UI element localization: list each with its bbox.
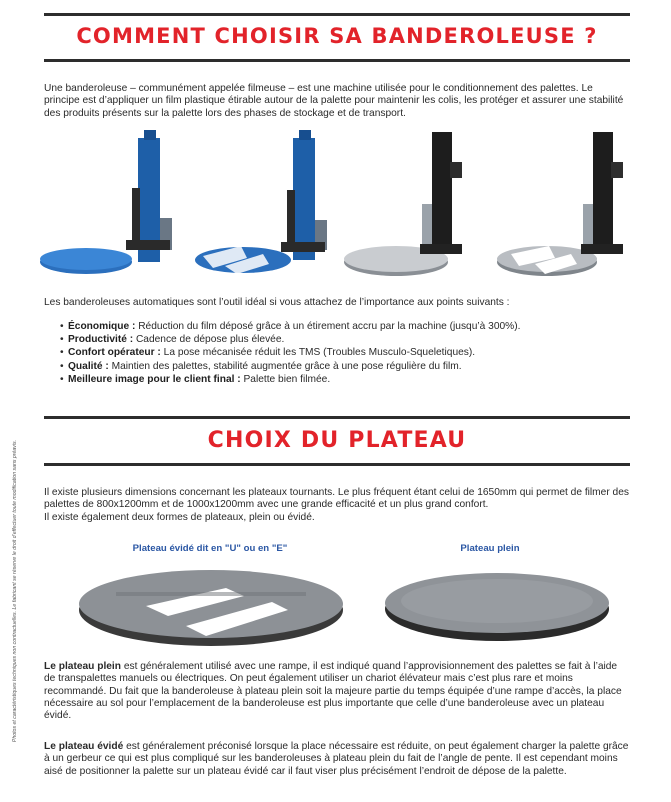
advantage-item: • Qualité : Maintien des palettes, stabilité augmentée grâce à une pose régulière du film.	[62, 360, 622, 373]
caption-evide: Plateau évidé dit en "U" ou en "E"	[132, 543, 288, 554]
advantages-intro: Les banderoleuses automatiques sont l’outil idéal si vous attachez de l’importance aux points suivants :	[44, 297, 510, 308]
section2-top-rule	[44, 416, 630, 419]
title-rule	[44, 59, 630, 62]
advantage-item: • Économique : Réduction du film déposé grâce à un étirement accru par la machine (jusqu’à 300%).	[62, 320, 622, 333]
advantage-item: • Confort opérateur : La pose mécanisée réduit les TMS (Troubles Musculo-Squeletiques).	[62, 346, 622, 359]
disclaimer-note: Photos et caractéristiques techniques non contractuelles. Le fabricant se réserve le droit d’effectuer toute modification sans préavis.	[12, 439, 18, 743]
page-title: COMMENT CHOISIR SA BANDEROLEUSE ?	[76, 24, 598, 48]
plateau-evide-image	[76, 562, 346, 652]
machine-1-image	[40, 128, 190, 288]
caption-plein: Plateau plein	[460, 543, 520, 554]
plateau-plein-paragraph: Le plateau plein est généralement utilisé avec une rampe, il est indiqué quand l’approvisionnement des palettes se fait à l’aide de transpalettes manuels ou électriques. On peut également utiliser un chariot élévateur mais c’est plus rare et moins recommandé. Du fait que la banderoleuse à plateau plein soit la majeure partie du temps équipée d’une rampe d’accès, la place nécessaire au sol pour l’emplacement de la banderoleuse est plus importante que celle d’une banderoleuse avec un plateau évidé.	[44, 661, 622, 722]
advantage-item: • Productivité : Cadence de dépose plus élevée.	[62, 333, 622, 346]
plateau-plein-image	[382, 565, 612, 645]
top-rule	[44, 13, 630, 16]
plateau-evide-term: Le plateau évidé	[44, 741, 124, 752]
plateau-intro: Il existe plusieurs dimensions concernant les plateaux tournants. Le plus fréquent étant celui de 1650mm qui permet de filmer des palettes de 800x1200mm et de 1000x1200mm avec une grande efficacité et un plus grand confort.	[44, 487, 629, 511]
machine-4-image	[497, 128, 647, 288]
intro-paragraph: Une banderoleuse – communément appelée filmeuse – est une machine utilisée pour le conditionnement des palettes. Le principe est d’appliquer un film plastique étirable autour de la palette pour maintenir les colis, les protéger et assurer une stabilité des produits présents sur la palette lors des phases de stockage et de transport.	[44, 83, 624, 119]
plateau-forms: Il existe également deux formes de plateaux, plein ou évidé.	[44, 512, 315, 523]
plateau-evide-paragraph: Le plateau évidé est généralement préconisé lorsque la place nécessaire est réduite, on peut également charger la palette grâce à un gerbeur ce qui est plus compliqué sur les banderoleuses à plateau plein du fait de l’angle de pente. Il est cependant moins aisé de positionner la palette sur un plateau évidé car il faut viser plus précisément l’endroit de dépose de la palette.	[44, 741, 629, 777]
advantages-list	[62, 320, 622, 386]
advantage-item: • Meilleure image pour le client final : Palette bien filmée.	[62, 373, 622, 386]
machine-2-image	[193, 128, 343, 288]
section2-bottom-rule	[44, 463, 630, 466]
plateau-plein-term: Le plateau plein	[44, 661, 121, 672]
section2-title: CHOIX DU PLATEAU	[207, 428, 467, 453]
machine-3-image	[340, 128, 490, 288]
